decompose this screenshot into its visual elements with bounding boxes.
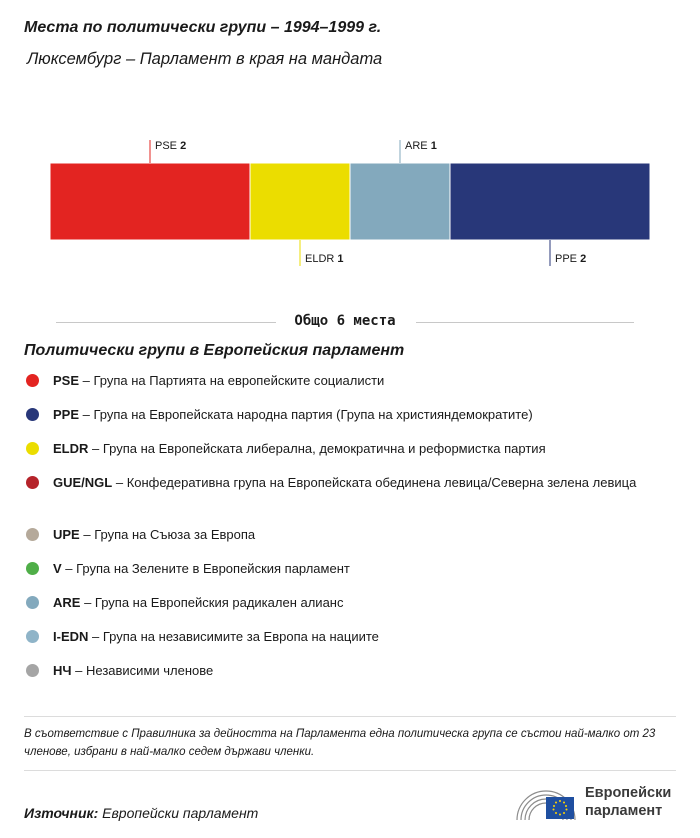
- legend-abbr: ARE: [53, 595, 81, 610]
- source-line: [24, 805, 258, 821]
- bar-label-pse: PSE 2: [155, 140, 187, 152]
- legend-desc: – Група на Европейската народна партия (Група на християндемократите): [79, 407, 533, 422]
- legend: [24, 372, 674, 696]
- legend-color-dot-icon: [26, 596, 39, 609]
- source-value: Европейски парламент: [98, 805, 259, 821]
- legend-desc: – Група на Зелените в Европейския парламент: [61, 561, 350, 576]
- legend-abbr: PSE: [53, 373, 80, 388]
- logo-line2: парламент: [585, 803, 663, 819]
- bar-segment-ppe: [450, 163, 650, 240]
- total-seats-label: Общо 6 места: [282, 313, 407, 329]
- legend-desc: – Група на Европейския радикален алианс: [80, 595, 344, 610]
- legend-item-are: [24, 594, 674, 628]
- legend-color-dot-icon: [26, 664, 39, 677]
- footnote-divider-bottom: [24, 770, 676, 771]
- legend-color-dot-icon: [26, 630, 39, 643]
- parliament-hemicycle-icon: [513, 780, 579, 824]
- legend-desc: – Независими членове: [71, 663, 214, 678]
- bar-segment-pse: [50, 163, 250, 240]
- bar-label-ppe: PPE 2: [555, 253, 587, 265]
- legend-abbr: ELDR: [53, 441, 89, 456]
- legend-abbr: PPE: [53, 407, 80, 422]
- legend-abbr: V: [53, 561, 62, 576]
- logo-line1: Европейски: [585, 785, 672, 801]
- total-seats-row: [56, 312, 634, 332]
- bar-label-eldr: ELDR 1: [305, 253, 344, 265]
- legend-color-dot-icon: [26, 442, 39, 455]
- chart-title: Места по политически групи – 1994–1999 г.: [24, 19, 382, 36]
- legend-color-dot-icon: [26, 562, 39, 575]
- legend-title: Политически групи в Европейския парламент: [24, 342, 405, 359]
- legend-desc: – Конфедеративна група на Европейската обединена левица/Северна зелена левица: [112, 475, 637, 490]
- legend-item-v: [24, 560, 674, 594]
- bar-segment-are: [350, 163, 450, 240]
- bar-label-are: ARE 1: [405, 140, 437, 152]
- legend-desc: – Група на Европейската либерална, демократична и реформистка партия: [88, 441, 546, 456]
- legend-color-dot-icon: [26, 408, 39, 421]
- legend-color-dot-icon: [26, 528, 39, 541]
- footnote-divider-top: [24, 716, 676, 717]
- seat-bar-chart: [0, 130, 700, 280]
- legend-item-ppe: [24, 406, 674, 440]
- legend-item-pse: [24, 372, 674, 406]
- ep-logo: [513, 778, 683, 826]
- legend-desc: – Група на Партията на европейските социалисти: [79, 373, 385, 388]
- legend-color-dot-icon: [26, 374, 39, 387]
- source-label: Източник:: [24, 805, 99, 821]
- legend-item-i-edn: [24, 628, 674, 662]
- legend-item-нч: [24, 662, 674, 696]
- legend-abbr: I-EDN: [53, 629, 89, 644]
- footnote: В съответствие с Правилника за дейността на Парламента една политическа група се състои най-малко от 23 членове, избрани в най-малко седем държави членки.: [24, 728, 656, 758]
- legend-abbr: НЧ: [53, 663, 72, 678]
- legend-color-dot-icon: [26, 476, 39, 489]
- legend-abbr: GUE/NGL: [53, 475, 113, 490]
- legend-abbr: UPE: [53, 527, 80, 542]
- legend-desc: – Група на Съюза за Европа: [79, 527, 256, 542]
- legend-item-upe: [24, 526, 674, 560]
- legend-item-gue-ngl: [24, 474, 674, 526]
- legend-item-eldr: [24, 440, 674, 474]
- chart-subtitle: Люксембург – Парламент в края на мандата: [27, 50, 383, 68]
- bar-segment-eldr: [250, 163, 350, 240]
- legend-desc: – Група на независимите за Европа на нациите: [88, 629, 379, 644]
